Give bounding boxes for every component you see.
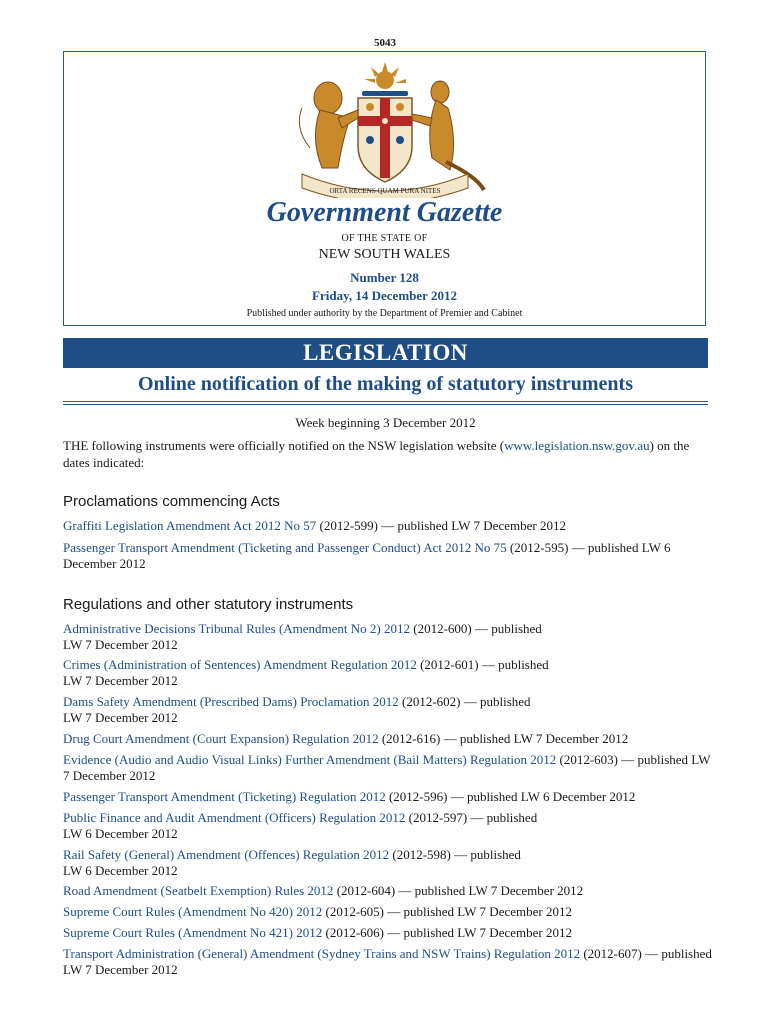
instrument-detail: (2012-597) — published — [405, 810, 538, 825]
instrument-detail: LW 6 December 2012 — [63, 863, 178, 878]
list-item — [63, 731, 713, 747]
intro-text: THE following instruments were officially notified on the NSW legislation website ( — [63, 438, 505, 453]
intro-text-end: ) on the dates indicated: — [63, 438, 690, 470]
list-item — [63, 904, 713, 920]
section-heading-regulations: Regulations and other statutory instruments — [63, 596, 354, 613]
instrument-link[interactable]: Administrative Decisions Tribunal Rules (Amendment No 2) 2012 — [63, 621, 411, 636]
instrument-detail: (2012-606) — published LW 7 December 2012 — [322, 925, 572, 940]
instrument-detail: (2012-604) — published LW 7 December 2012 — [333, 883, 584, 898]
instrument-link[interactable]: Rail Safety (General) Amendment (Offences) Regulation 2012 — [63, 847, 390, 862]
nsw-coat-of-arms-icon — [280, 58, 490, 198]
headline: Online notification of the making of statutory instruments — [138, 373, 633, 395]
list-item — [63, 694, 713, 726]
list-item — [63, 810, 713, 842]
instrument-detail: (2012-599) — published LW 7 December 2012 — [316, 518, 566, 533]
list-item — [63, 883, 713, 899]
instrument-detail: (2012-601) — published — [416, 657, 549, 672]
instrument-link[interactable]: Dams Safety Amendment (Prescribed Dams) Proclamation 2012 — [63, 694, 399, 709]
state-name: NEW SOUTH WALES — [318, 247, 451, 262]
list-item — [63, 621, 713, 653]
instrument-detail: (2012-598) — published — [389, 847, 521, 862]
list-item — [63, 925, 713, 941]
instrument-detail: (2012-616) — published LW 7 December 2012 — [378, 731, 629, 746]
instrument-detail: (2012-595) — published LW 6 December 2012 — [63, 540, 671, 571]
divider — [63, 401, 708, 402]
list-item — [63, 657, 713, 689]
crest-motto: ORTA RECENS QUAM PURA NITES — [329, 187, 441, 195]
week-beginning: Week beginning 3 December 2012 — [295, 415, 476, 430]
section-heading-proclamations: Proclamations commencing Acts — [63, 493, 280, 510]
legislation-banner: LEGISLATION — [63, 338, 708, 368]
publication-authority: Published under authority by the Department of Premier and Cabinet — [246, 308, 523, 319]
instrument-detail: LW 6 December 2012 — [63, 826, 178, 841]
instrument-detail: LW 7 December 2012 — [63, 673, 178, 688]
list-item — [63, 752, 713, 784]
instrument-detail: (2012-602) — published — [398, 694, 531, 709]
masthead — [63, 51, 706, 326]
instrument-link[interactable]: Drug Court Amendment (Court Expansion) Regulation 2012 — [63, 731, 379, 746]
instrument-link[interactable]: Road Amendment (Seatbelt Exemption) Rules 2012 — [63, 883, 334, 898]
instrument-link[interactable]: Transport Administration (General) Amendment (Sydney Trains and NSW Trains) Regulation 2012 — [63, 946, 581, 961]
gazette-title: Government Gazette — [266, 197, 503, 228]
of-the-state-label: OF THE STATE OF — [341, 233, 428, 244]
list-item — [63, 540, 713, 572]
instrument-detail: (2012-600) — published — [410, 621, 542, 636]
instrument-detail: LW 7 December 2012 — [63, 637, 178, 652]
instrument-link[interactable]: Graffiti Legislation Amendment Act 2012 No 57 — [63, 518, 317, 533]
issue-number: Number 128 — [350, 270, 419, 285]
issue-date: Friday, 14 December 2012 — [312, 288, 457, 303]
instrument-detail: (2012-603) — published LW 7 December 2012 — [63, 752, 711, 783]
intro-paragraph — [63, 437, 713, 471]
instrument-link[interactable]: Passenger Transport Amendment (Ticketing and Passenger Conduct) Act 2012 No 75 — [63, 540, 507, 555]
instrument-detail: (2012-596) — published LW 6 December 2012 — [385, 789, 636, 804]
list-item — [63, 789, 713, 805]
legislation-website-link[interactable]: www.legislation.nsw.gov.au — [504, 438, 650, 453]
instrument-link[interactable]: Passenger Transport Amendment (Ticketing) Regulation 2012 — [63, 789, 386, 804]
instrument-link[interactable]: Crimes (Administration of Sentences) Amendment Regulation 2012 — [63, 657, 417, 672]
list-item — [63, 518, 713, 534]
instrument-link[interactable]: Public Finance and Audit Amendment (Officers) Regulation 2012 — [63, 810, 406, 825]
instrument-detail: (2012-607) — published LW 7 December 2012 — [63, 946, 712, 977]
divider — [63, 404, 708, 405]
list-item — [63, 946, 713, 978]
instrument-detail: (2012-605) — published LW 7 December 2012 — [322, 904, 572, 919]
instrument-link[interactable]: Supreme Court Rules (Amendment No 420) 2012 — [63, 904, 323, 919]
instrument-detail: LW 7 December 2012 — [63, 710, 178, 725]
page-number: 5043 — [374, 37, 396, 49]
list-item — [63, 847, 713, 879]
instrument-link[interactable]: Evidence (Audio and Audio Visual Links) Further Amendment (Bail Matters) Regulation 2012 — [63, 752, 557, 767]
instrument-link[interactable]: Supreme Court Rules (Amendment No 421) 2012 — [63, 925, 323, 940]
